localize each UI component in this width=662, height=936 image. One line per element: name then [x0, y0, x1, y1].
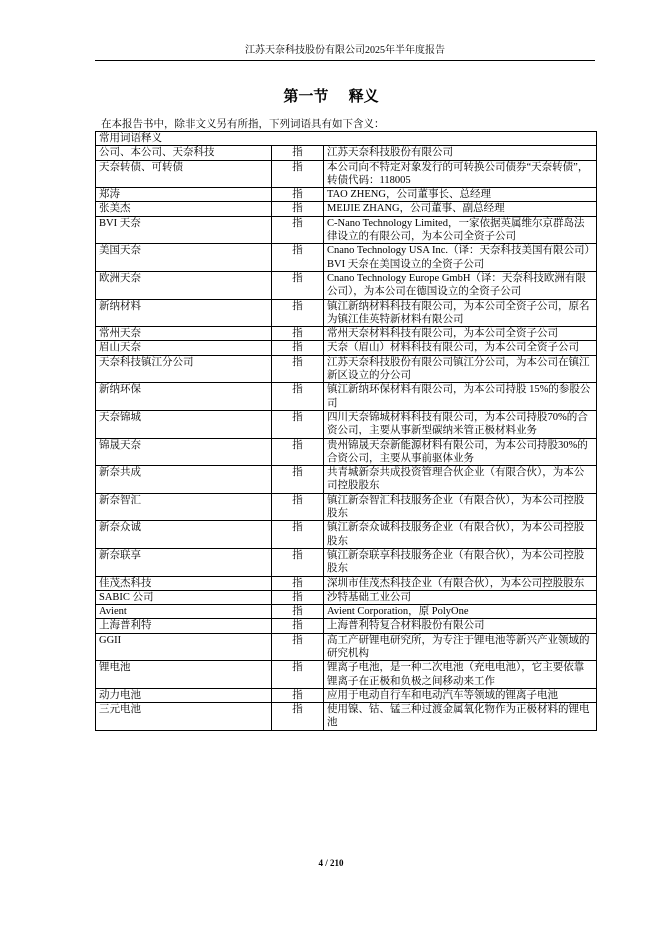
term-cell: 常州天奈	[96, 327, 272, 341]
refers-to-cell: 指	[272, 466, 324, 494]
table-row	[96, 688, 597, 702]
refers-to-cell: 指	[272, 341, 324, 355]
term-cell: 锦晟天奈	[96, 438, 272, 466]
intro-text: 在本报告书中，除非文义另有所指，下列词语具有如下含义：	[101, 119, 385, 130]
definition-cell: 高工产研锂电研究所，为专注于锂电池等新兴产业领域的研究机构	[324, 633, 597, 661]
page-header: 江苏天奈科技股份有限公司2025年半年度报告	[245, 45, 445, 56]
definition-cell: 常州天奈材料科技有限公司，为本公司全资子公司	[324, 327, 597, 341]
definition-cell: C-Nano Technology Limited，一家依据英属维尔京群岛法律设立的有限公司，为本公司全资子公司	[324, 216, 597, 244]
table-row	[96, 299, 597, 327]
definition-cell: 共青城新奈共成投资管理合伙企业（有限合伙），为本公司控股股东	[324, 466, 597, 494]
definition-cell: 应用于电动自行车和电动汽车等领域的锂离子电池	[324, 688, 597, 702]
refers-to-cell: 指	[272, 590, 324, 604]
term-cell: 天奈转债、可转债	[96, 160, 272, 188]
table-row	[96, 244, 597, 272]
term-cell: 美国天奈	[96, 244, 272, 272]
definition-cell: 天奈（眉山）材料科技有限公司，为本公司全资子公司	[324, 341, 597, 355]
refers-to-cell: 指	[272, 160, 324, 188]
refers-to-cell: 指	[272, 188, 324, 202]
page-number: 4 / 210	[318, 858, 344, 868]
header-divider	[95, 60, 595, 61]
definition-cell: 江苏天奈科技股份有限公司镇江分公司，为本公司在镇江新区设立的分公司	[324, 355, 597, 383]
term-cell: 天奈科技镇江分公司	[96, 355, 272, 383]
term-cell: 新奈智汇	[96, 493, 272, 521]
refers-to-cell: 指	[272, 493, 324, 521]
refers-to-cell: 指	[272, 355, 324, 383]
refers-to-cell: 指	[272, 271, 324, 299]
refers-to-cell: 指	[272, 576, 324, 590]
table-row	[96, 383, 597, 411]
table-row	[96, 341, 597, 355]
refers-to-cell: 指	[272, 383, 324, 411]
table-row	[96, 146, 597, 160]
refers-to-cell: 指	[272, 327, 324, 341]
refers-to-cell: 指	[272, 619, 324, 633]
table-row	[96, 410, 597, 438]
term-cell: GGII	[96, 633, 272, 661]
definition-cell: 使用镍、钴、锰三种过渡金属氧化物作为正极材料的锂电池	[324, 703, 597, 731]
refers-to-cell: 指	[272, 688, 324, 702]
term-cell: SABIC 公司	[96, 590, 272, 604]
definition-cell: 沙特基础工业公司	[324, 590, 597, 604]
table-row	[96, 355, 597, 383]
refers-to-cell: 指	[272, 244, 324, 272]
term-cell: 上海普利特	[96, 619, 272, 633]
term-cell: 三元电池	[96, 703, 272, 731]
refers-to-cell: 指	[272, 438, 324, 466]
table-row	[96, 216, 597, 244]
definition-cell: Cnano Technology USA Inc.（译：天奈科技美国有限公司）BVI 天奈在美国设立的全资子公司	[324, 244, 597, 272]
refers-to-cell: 指	[272, 661, 324, 689]
table-row	[96, 703, 597, 731]
term-cell: 新奈共成	[96, 466, 272, 494]
definition-cell: 深圳市佳茂杰科技企业（有限合伙），为本公司控股股东	[324, 576, 597, 590]
table-row	[96, 605, 597, 619]
term-cell: 张美杰	[96, 202, 272, 216]
refers-to-cell: 指	[272, 216, 324, 244]
table-row	[96, 202, 597, 216]
definition-cell: Avient Corporation，原 PolyOne	[324, 605, 597, 619]
definition-cell: 江苏天奈科技股份有限公司	[324, 146, 597, 160]
refers-to-cell: 指	[272, 146, 324, 160]
table-row	[96, 576, 597, 590]
table-row	[96, 188, 597, 202]
refers-to-cell: 指	[272, 703, 324, 731]
table-row	[96, 521, 597, 549]
term-cell: 动力电池	[96, 688, 272, 702]
table-row	[96, 466, 597, 494]
table-group-header-row	[96, 132, 597, 146]
refers-to-cell: 指	[272, 605, 324, 619]
term-cell: 佳茂杰科技	[96, 576, 272, 590]
definition-cell: 锂离子电池，是一种二次电池（充电电池），它主要依靠锂离子在正极和负极之间移动来工作	[324, 661, 597, 689]
term-cell: 新奈众诚	[96, 521, 272, 549]
table-group-header: 常用词语释义	[96, 132, 597, 146]
refers-to-cell: 指	[272, 521, 324, 549]
definition-cell: 四川天奈锦城材料科技有限公司，为本公司持股70%的合资公司，主要从事新型碳纳米管正极材料业务	[324, 410, 597, 438]
table-row	[96, 271, 597, 299]
term-cell: 郑涛	[96, 188, 272, 202]
definition-cell: Cnano Technology Europe GmbH（译：天奈科技欧洲有限公司），为本公司在德国设立的全资子公司	[324, 271, 597, 299]
term-cell: 天奈锦城	[96, 410, 272, 438]
definition-cell: 镇江新奈联享科技服务企业（有限合伙），为本公司控股股东	[324, 548, 597, 576]
term-cell: 眉山天奈	[96, 341, 272, 355]
definition-cell: 镇江新纳环保材料有限公司，为本公司持股 15%的参股公司	[324, 383, 597, 411]
term-cell: 新纳材料	[96, 299, 272, 327]
table-row	[96, 619, 597, 633]
refers-to-cell: 指	[272, 633, 324, 661]
table-row	[96, 327, 597, 341]
table-row	[96, 661, 597, 689]
refers-to-cell: 指	[272, 299, 324, 327]
definition-cell: 镇江新奈智汇科技服务企业（有限合伙），为本公司控股股东	[324, 493, 597, 521]
refers-to-cell: 指	[272, 410, 324, 438]
table-row	[96, 633, 597, 661]
term-cell: 锂电池	[96, 661, 272, 689]
table-row	[96, 548, 597, 576]
definition-cell: TAO ZHENG，公司董事长、总经理	[324, 188, 597, 202]
definitions-table	[95, 131, 597, 731]
term-cell: BVI 天奈	[96, 216, 272, 244]
term-cell: 欧洲天奈	[96, 271, 272, 299]
definition-cell: MEIJIE ZHANG，公司董事、副总经理	[324, 202, 597, 216]
term-cell: 新纳环保	[96, 383, 272, 411]
term-cell: 新奈联享	[96, 548, 272, 576]
definition-cell: 贵州锦晟天奈新能源材料有限公司，为本公司持股30%的合资公司，主要从事前驱体业务	[324, 438, 597, 466]
definition-cell: 镇江新纳材料科技有限公司，为本公司全资子公司，原名为镇江佳英特新材料有限公司	[324, 299, 597, 327]
definition-cell: 本公司向不特定对象发行的可转换公司债券“天奈转债”，转债代码：118005	[324, 160, 597, 188]
definition-cell: 镇江新奈众诚科技服务企业（有限合伙），为本公司控股股东	[324, 521, 597, 549]
table-row	[96, 438, 597, 466]
refers-to-cell: 指	[272, 202, 324, 216]
refers-to-cell: 指	[272, 548, 324, 576]
table-row	[96, 160, 597, 188]
term-cell: 公司、本公司、天奈科技	[96, 146, 272, 160]
table-row	[96, 590, 597, 604]
section-title: 第一节 释义	[283, 87, 379, 105]
table-row	[96, 493, 597, 521]
term-cell: Avient	[96, 605, 272, 619]
definition-cell: 上海普利特复合材料股份有限公司	[324, 619, 597, 633]
